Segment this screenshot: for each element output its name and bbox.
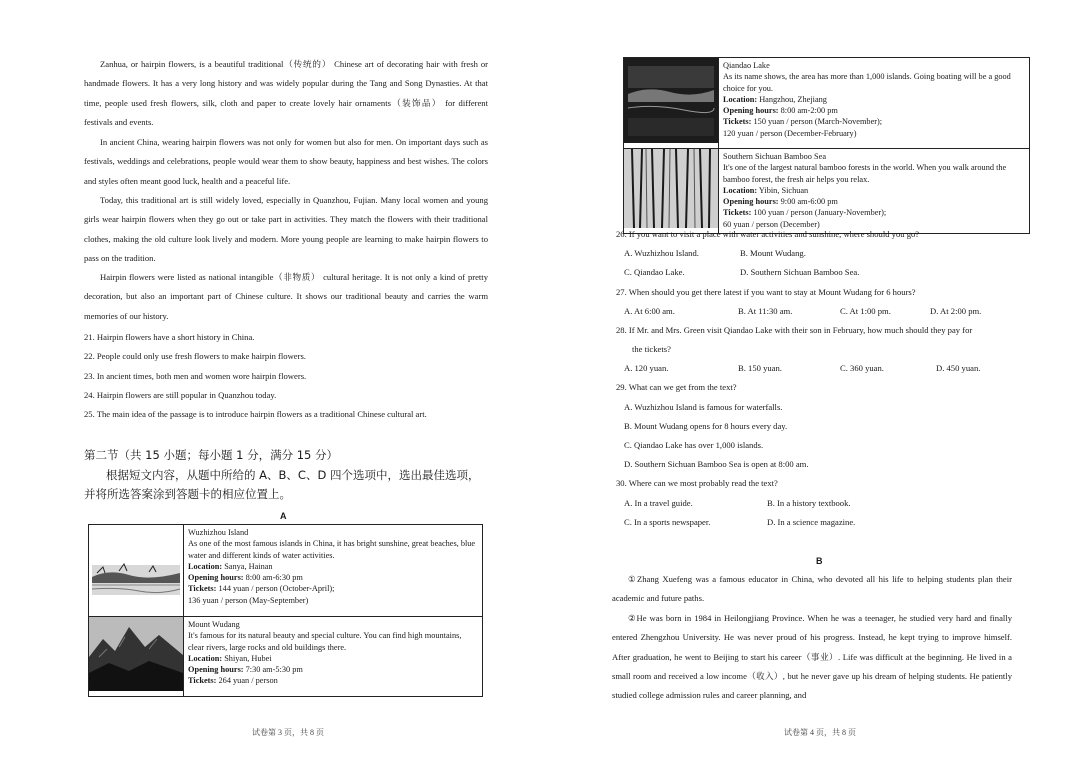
tickets-value: 150 yuan / person (March-November); — [753, 117, 883, 127]
attraction-info — [719, 149, 1030, 234]
question-29-option-b: B. Mount Wudang opens for 8 hours every day. — [624, 421, 788, 431]
part-a-label: A — [280, 511, 287, 521]
question-22: 22. People could only use fresh flowers to make hairpin flowers. — [84, 351, 306, 361]
question-29-stem: 29. What can we get from the text? — [616, 382, 737, 392]
attraction-description: As its name shows, the area has more than 1,000 islands. Going boating will be a good choice for you. — [723, 72, 1011, 93]
option-a: A. In a travel guide. — [624, 498, 693, 508]
attraction-tickets — [723, 207, 1025, 218]
attraction-tickets-2: 120 yuan / person (December-February) — [723, 128, 857, 138]
question-28-stem-2: the tickets? — [632, 344, 671, 354]
location-value: Yibin, Sichuan — [758, 185, 809, 195]
tickets-value: 264 yuan / person — [218, 676, 278, 686]
option-c: C. 360 yuan. — [840, 363, 884, 373]
hours-label: Opening hours: — [188, 573, 244, 583]
attraction-row — [89, 617, 483, 697]
passage-paragraph-3: Today, this traditional art is still widely loved, especially in Quanzhou, Fujian. Many local women and young girls wear hairpin flowers when they go out or take part in activities. They match the flowers with their traditional clothes, making the old culture look lively and modern. More young people are learning to make hairpin flowers to pass on the tradition. — [84, 195, 488, 263]
attraction-tickets-2: 60 yuan / person (December) — [723, 219, 820, 229]
attraction-description: It's one of the largest natural bamboo forests in the world. When you walk around the bamboo forest, the fresh air helps you relax. — [723, 163, 1007, 184]
attraction-info — [184, 525, 483, 617]
question-23: 23. In ancient times, both men and women wore hairpin flowers. — [84, 371, 307, 381]
option-a: A. 120 yuan. — [624, 363, 669, 373]
attraction-photo-cell — [624, 149, 719, 234]
mountain-photo — [89, 617, 183, 691]
hours-value: 7:30 am-5:30 pm — [245, 665, 303, 675]
attractions-table-left — [88, 524, 483, 697]
attractions-table-right — [623, 57, 1030, 234]
option-c: C. In a sports newspaper. — [624, 517, 711, 527]
option-a: A. Wuzhizhou Island. — [624, 248, 699, 258]
page-footer: 试卷第 4 页，共 8 页 — [784, 728, 856, 737]
question-28-stem: 28. If Mr. and Mrs. Green visit Qiandao Lake with their son in February, how much should they pay for — [616, 325, 973, 335]
location-label: Location: — [188, 561, 223, 571]
question-27-stem: 27. When should you get there latest if you want to stay at Mount Wudang for 6 hours? — [616, 287, 916, 297]
hours-label: Opening hours: — [723, 197, 779, 207]
page-footer: 试卷第 3 页，共 8 页 — [252, 728, 324, 737]
location-value: Hangzhou, Zhejiang — [759, 94, 827, 104]
option-a: A. At 6:00 am. — [624, 306, 675, 316]
location-label: Location: — [723, 185, 758, 195]
bamboo-photo — [624, 149, 718, 228]
location-value: Shiyan, Hubei — [224, 653, 272, 663]
passage-paragraph-4: Hairpin flowers were listed as national intangible（非物质） cultural heritage. It is not only a kind of pretty decoration, but also an important part of Chinese culture. It shows our traditional beauty and carries the warm memories of our history. — [84, 272, 488, 321]
tickets-label: Tickets: — [188, 584, 217, 594]
attraction-location — [188, 653, 478, 664]
right-page — [540, 0, 1080, 763]
attraction-tickets-2: 136 yuan / person (May-September) — [188, 595, 309, 605]
location-value: Sanya, Hainan — [224, 561, 273, 571]
hours-value: 8:00 am-2:00 pm — [780, 106, 838, 116]
question-30-stem: 30. Where can we most probably read the text? — [616, 478, 778, 488]
attraction-description: As one of the most famous islands in China, it has bright sunshine, great beaches, blue water and different kinds of water activities. — [188, 539, 476, 560]
attraction-row — [89, 525, 483, 617]
attraction-description: It's famous for its natural beauty and special culture. You can find high mountains, clear rivers, large rocks and old buildings there. — [188, 631, 462, 652]
attraction-info — [719, 58, 1030, 149]
attraction-row — [624, 149, 1030, 234]
part-b-label: B — [816, 556, 823, 566]
location-label: Location: — [723, 94, 758, 104]
lake-photo — [624, 58, 718, 143]
option-c: C. At 1:00 pm. — [840, 306, 891, 316]
question-29-option-d: D. Southern Sichuan Bamboo Sea is open at 8:00 am. — [624, 459, 809, 469]
tickets-label: Tickets: — [188, 676, 217, 686]
tickets-label: Tickets: — [723, 117, 752, 127]
question-21: 21. Hairpin flowers have a short history in China. — [84, 332, 255, 342]
question-29-option-c: C. Qiandao Lake has over 1,000 islands. — [624, 440, 764, 450]
attraction-name: Wuzhizhou Island — [188, 528, 249, 537]
tickets-value: 100 yuan / person (January-November); — [753, 208, 887, 218]
attraction-info — [184, 617, 483, 697]
attraction-photo-cell — [89, 525, 184, 617]
option-d: D. 450 yuan. — [936, 363, 981, 373]
attraction-hours — [723, 105, 1025, 116]
attraction-location — [188, 561, 478, 572]
attraction-hours — [188, 664, 478, 675]
option-b: B. Mount Wudang. — [740, 248, 806, 258]
hours-value: 8:00 am-6:30 pm — [245, 573, 303, 583]
attraction-location — [723, 185, 1025, 196]
passage-b-paragraph-1: ①Zhang Xuefeng was a famous educator in China, who devoted all his life to helping students plan their academic and future paths. — [612, 574, 1012, 604]
question-29-option-a: A. Wuzhizhou Island is famous for waterfalls. — [624, 402, 783, 412]
passage-paragraph-2: In ancient China, wearing hairpin flowers was not only for women but also for men. On important days such as festivals, weddings and celebrations, people would wear them to show beauty, happiness and best wishes. The colors and styles often meant good luck, health and a peaceful life. — [84, 137, 488, 186]
hours-value: 9:00 am-6:00 pm — [780, 197, 838, 207]
option-b: B. In a history textbook. — [767, 498, 851, 508]
attraction-hours — [723, 196, 1025, 207]
attraction-tickets — [188, 675, 478, 686]
attraction-tickets — [188, 583, 478, 594]
option-c: C. Qiandao Lake. — [624, 267, 685, 277]
hours-label: Opening hours: — [188, 665, 244, 675]
attraction-hours — [188, 572, 478, 583]
beach-photo — [89, 525, 183, 611]
question-26-stem: 26. If you want to visit a place with water activities and sunshine, where should you go? — [616, 229, 920, 239]
tickets-value: 144 yuan / person (October-April); — [218, 584, 335, 594]
question-24: 24. Hairpin flowers are still popular in Quanzhou today. — [84, 390, 277, 400]
option-d: D. At 2:00 pm. — [930, 306, 982, 316]
attraction-location — [723, 94, 1025, 105]
passage-b-paragraph-2: ②He was born in 1984 in Heilongjiang Province. When he was a teenager, he studied very hard and finally entered Zhengzhou University. He was never proud of his progress. Instead, he kept trying to improve himself. After graduation, he went to Beijing to start his career（事业）. Life was difficult at the beginning. He lived in a small room and received a low income（收入）, but he never gave up his dream of helping students. He patiently studied college admission rules and career planning, and — [612, 613, 1012, 701]
passage-paragraph-1: Zanhua, or hairpin flowers, is a beautiful traditional（传统的） Chinese art of decorating hair with fresh or handmade flowers. It has a very long history and was widely popular during the Tang and Song Dynasties. At that time, people used fresh flowers, silk, cloth and paper to create lovely hair ornaments（装饰品） for different festivals and events. — [84, 59, 488, 127]
attraction-photo-cell — [89, 617, 184, 697]
section-instructions: 根据短文内容，从题中所给的 A、B、C、D 四个选项中，选出最佳选项，并将所选答案涂到答题卡的相应位置上。 — [84, 468, 480, 501]
hours-label: Opening hours: — [723, 106, 779, 116]
location-label: Location: — [188, 653, 223, 663]
option-b: B. At 11:30 am. — [738, 306, 793, 316]
attraction-name: Mount Wudang — [188, 620, 240, 629]
attraction-name: Southern Sichuan Bamboo Sea — [723, 152, 827, 161]
section-heading: 第二节（共 15 小题；每小题 1 分，满分 15 分） — [84, 448, 339, 462]
attraction-name: Qiandao Lake — [723, 61, 770, 70]
attraction-photo-cell — [624, 58, 719, 149]
attraction-tickets — [723, 116, 1025, 127]
attraction-row — [624, 58, 1030, 149]
tickets-label: Tickets: — [723, 208, 752, 218]
option-d: D. Southern Sichuan Bamboo Sea. — [740, 267, 860, 277]
question-25: 25. The main idea of the passage is to introduce hairpin flowers as a traditional Chinese cultural art. — [84, 409, 427, 419]
option-b: B. 150 yuan. — [738, 363, 782, 373]
option-d: D. In a science magazine. — [767, 517, 856, 527]
